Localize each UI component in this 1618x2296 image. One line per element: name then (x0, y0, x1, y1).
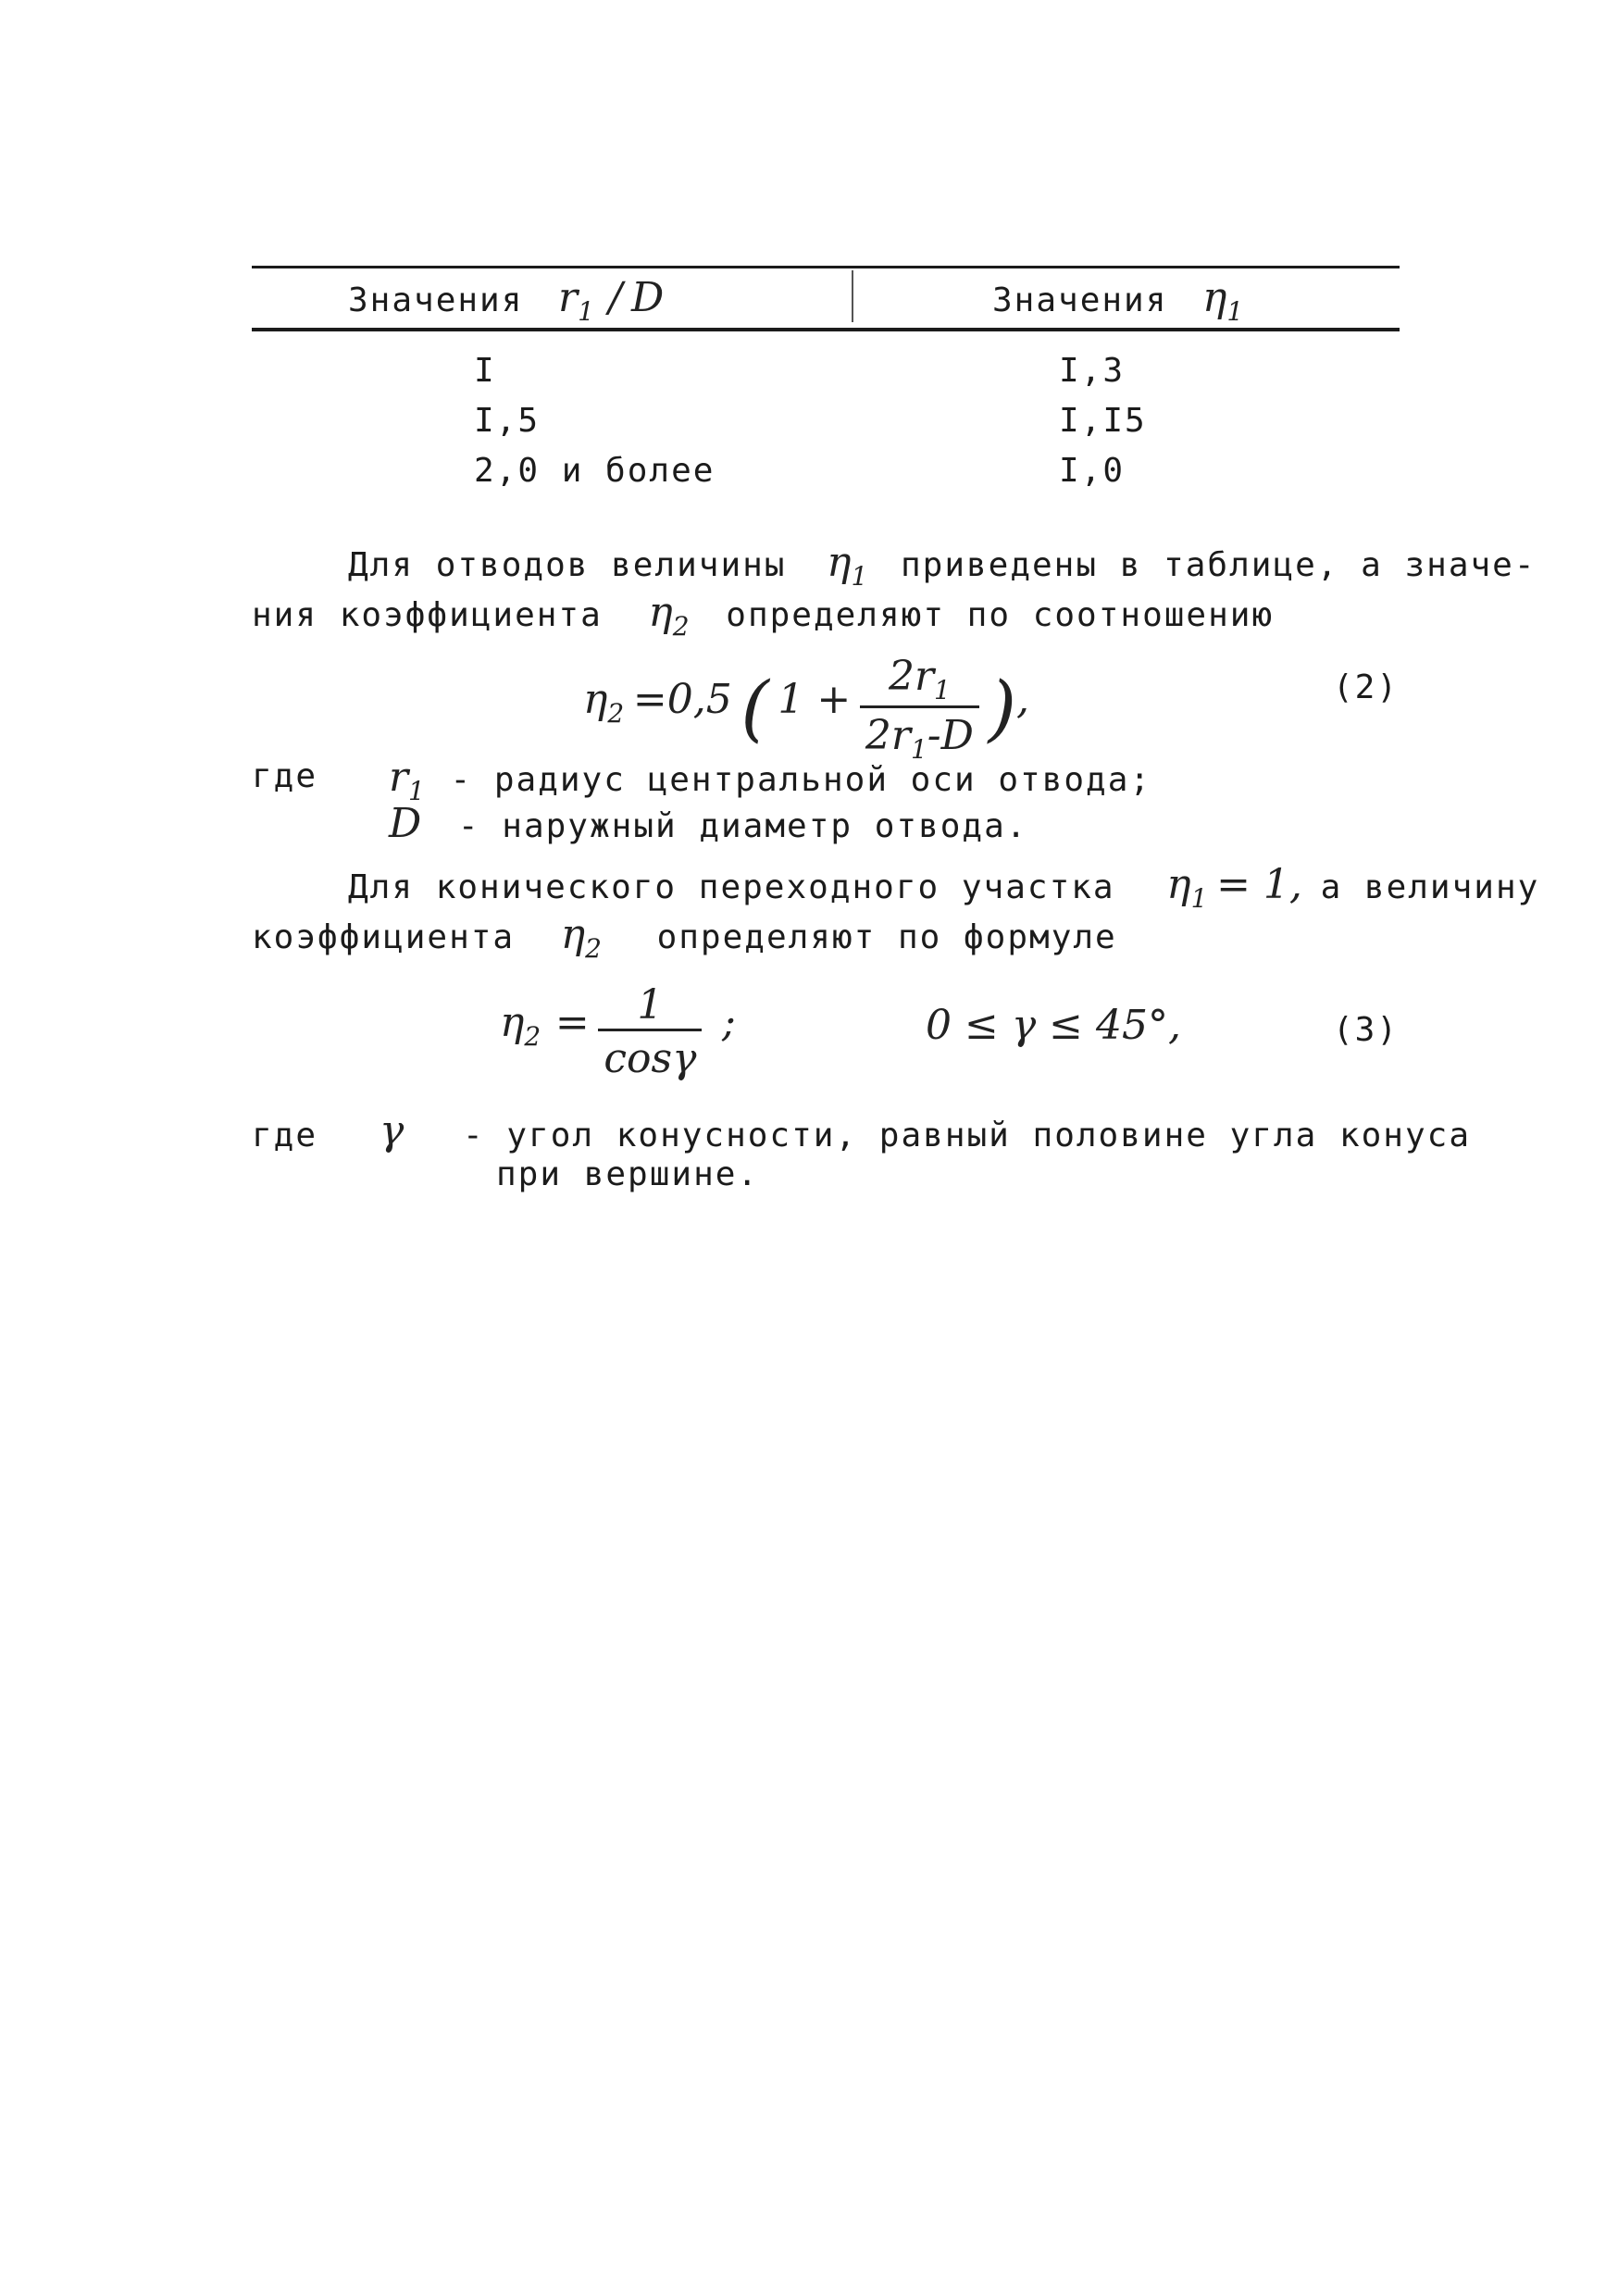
d-symbol: D (389, 800, 422, 847)
formula-3 (500, 981, 736, 1082)
table-row (474, 352, 496, 390)
header-left-symbol: r (558, 274, 579, 321)
formula3-number: (3) (1333, 1011, 1400, 1049)
formula3-lhs-sub: 2 (524, 1021, 541, 1052)
eta-symbol: η (560, 911, 586, 958)
table-row (1059, 452, 1125, 490)
eta-symbol: η (827, 539, 852, 586)
cell-r-over-d: I,5 (474, 402, 541, 440)
table-row (1059, 352, 1125, 390)
table-header-divider (852, 270, 853, 322)
para1-text-d: определяют по соотношению (726, 596, 1275, 634)
para2-text-a: Для конического переходного участка (348, 868, 1115, 906)
fraction-denominator-sub: 1 (910, 734, 927, 765)
table-row (474, 452, 715, 490)
eta-sub: 1 (851, 561, 868, 592)
para2-text-b: а величину (1320, 868, 1540, 906)
formula3-semicolon: ; (722, 999, 736, 1046)
r-description: - радиус центральной оси отвода; (450, 761, 1152, 799)
formula2-eq: =0,5 (632, 676, 732, 723)
formula3-lhs: η (500, 999, 525, 1046)
cell-r-over-d: I (474, 352, 496, 390)
formula2-lhs: η (583, 676, 608, 723)
para2-line2 (252, 911, 1117, 964)
gamma-symbol: γ (380, 1107, 404, 1154)
eta-sub: 1 (1190, 883, 1208, 914)
table-header-left (348, 274, 664, 327)
eta-sub: 2 (585, 933, 602, 964)
table-header-right (992, 274, 1243, 327)
table-header-rule (252, 328, 1400, 331)
formula2-lhs-sub: 2 (607, 698, 625, 729)
fraction-denominator: 2r (865, 712, 911, 759)
formula2-paren-close: ) (988, 667, 1016, 751)
header-right-sub: 1 (1226, 296, 1244, 327)
table-row (474, 402, 540, 440)
where1-gde: где (252, 757, 318, 795)
fraction-denominator-tail: -D (927, 712, 974, 759)
fraction-numerator-sub: 1 (934, 675, 951, 705)
cell-eta1: I,I5 (1059, 402, 1147, 440)
eta-symbol: η (648, 589, 673, 636)
para1-text-b: приведены в таблице, а значе- (900, 546, 1537, 584)
header-left-sub: 1 (578, 296, 594, 327)
formula3-eq: = (554, 999, 590, 1046)
eta-symbol: η (1166, 861, 1191, 908)
formula3-fraction (598, 981, 702, 1082)
fraction-denominator: cosγ (598, 1029, 702, 1082)
formula2-comma: , (1016, 676, 1029, 723)
para2-text-c: коэффициента (252, 918, 516, 956)
fraction-numerator: 2r (888, 653, 935, 700)
where1-line2 (389, 800, 1027, 847)
where1-line1 (389, 754, 1151, 806)
table-top-rule (252, 266, 1400, 268)
header-left-label: Значения (348, 281, 524, 319)
cell-eta1: I,0 (1059, 452, 1126, 490)
para1-text-c: ния коэффициента (252, 596, 603, 634)
formula2-one-plus: 1 + (778, 676, 852, 723)
cell-r-over-d: 2,0 и более (474, 452, 716, 490)
para1-text-a: Для отводов величины (348, 546, 787, 584)
para1-line2 (252, 589, 1274, 642)
header-right-label: Значения (992, 281, 1168, 319)
where2-gde: где (252, 1117, 318, 1154)
formula2-paren-open: ( (741, 667, 769, 751)
d-description: - наружный диаметр отвода. (457, 807, 1028, 845)
cell-eta1: I,3 (1059, 352, 1126, 390)
para2-text-d: определяют по формуле (656, 918, 1117, 956)
formula2-fraction (860, 653, 979, 765)
header-right-symbol: η (1202, 274, 1227, 321)
header-left-symbol2: D (631, 274, 665, 321)
para1-line1 (348, 539, 1537, 592)
table-row (1059, 402, 1147, 440)
header-left-slash: / (608, 274, 623, 321)
para2-line1 (348, 861, 1539, 914)
r-sub: 1 (408, 776, 425, 806)
r-symbol: r (389, 754, 409, 801)
where2-line2: при вершине. (496, 1155, 760, 1193)
formula2-number: (2) (1333, 668, 1400, 706)
eta-equals: = 1, (1216, 861, 1302, 908)
formula3-condition: 0 ≤ γ ≤ 45°, (926, 1002, 1181, 1049)
formula-2 (583, 653, 1029, 765)
fraction-numerator: 1 (637, 981, 664, 1029)
eta-sub: 2 (672, 611, 690, 642)
where2-line1: - угол конусности, равный половине угла конуса (463, 1117, 1471, 1154)
